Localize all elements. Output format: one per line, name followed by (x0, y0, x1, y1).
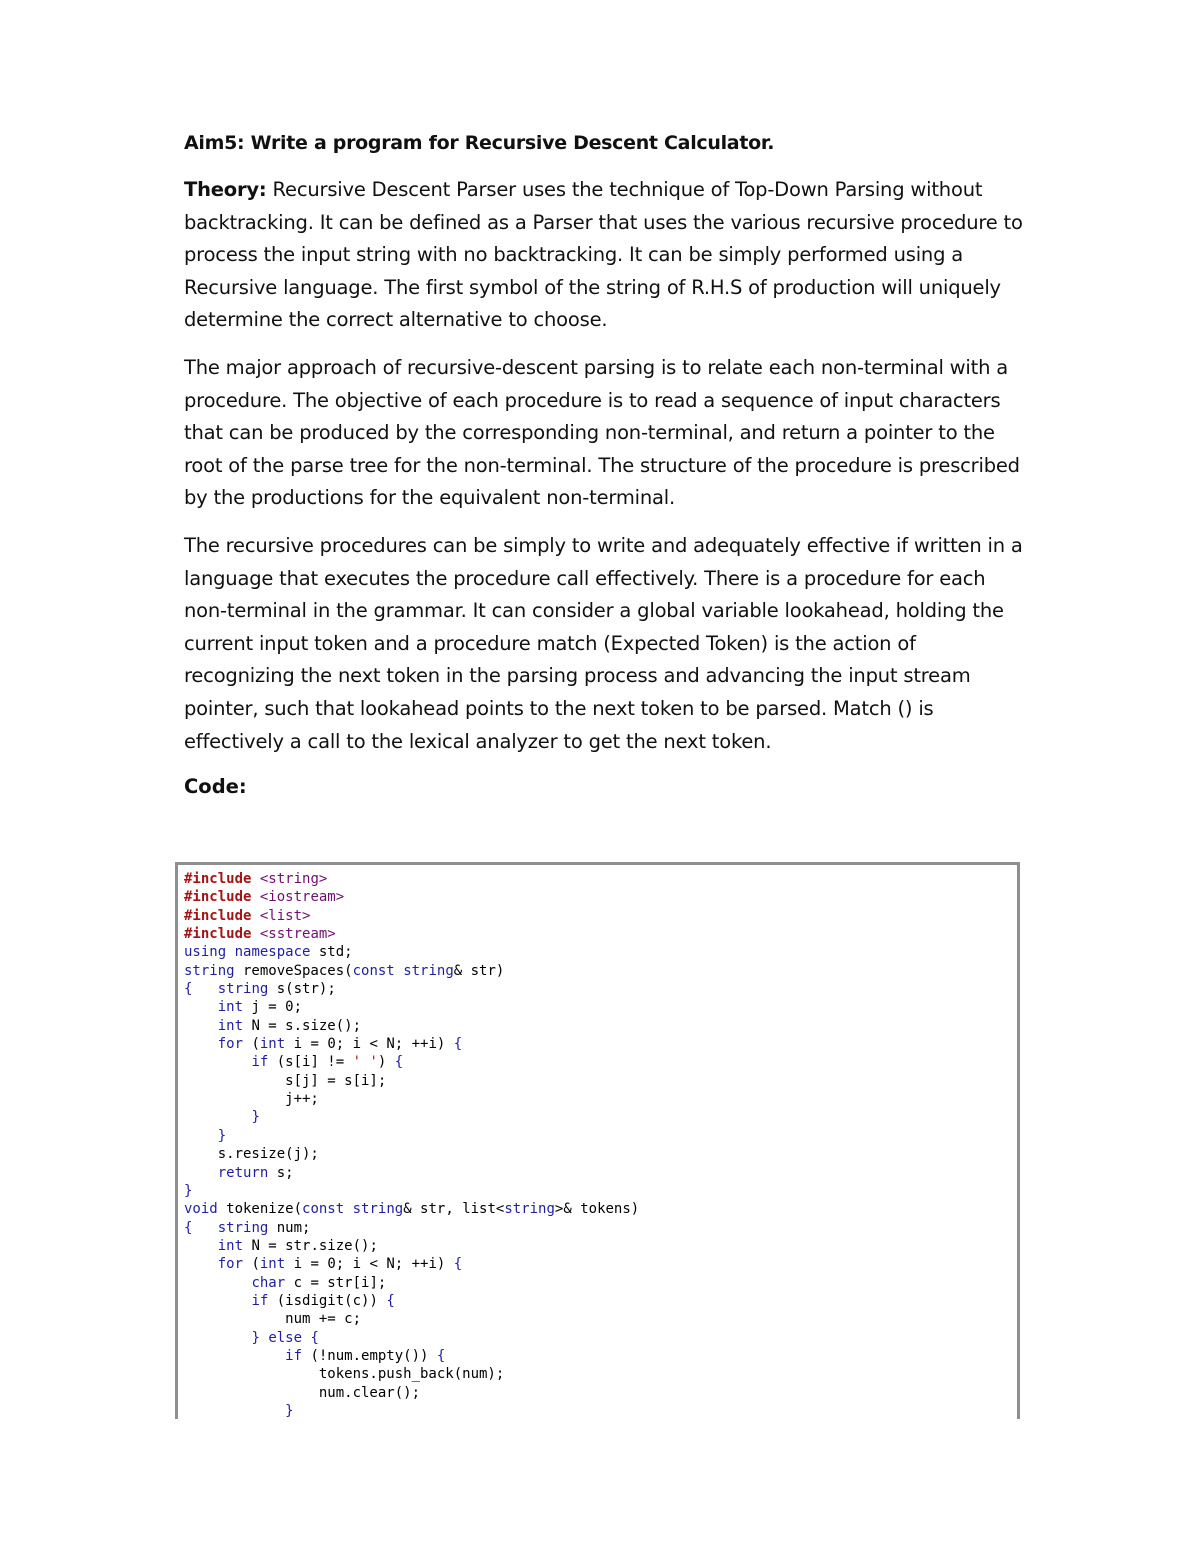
code-line: #include <string> (184, 871, 328, 887)
document-body (184, 132, 1029, 814)
code-line: } (217, 1127, 227, 1144)
code-line: } (184, 1182, 193, 1199)
code-line: string removeSpaces(const string& str) (184, 962, 505, 979)
code-line: num += c; (184, 1311, 362, 1328)
code-line: int j = 0; (217, 999, 303, 1016)
code-line: { string s(str); (184, 981, 336, 998)
code-block (175, 862, 1020, 1419)
theory-label: Theory: (184, 178, 267, 201)
code-line: return s; (217, 1164, 294, 1181)
code-line: #include <sstream> (184, 926, 336, 943)
code-line: for (int i = 0; i < N; ++i) { (217, 1256, 463, 1273)
approach-paragraph: The major approach of recursive-descent parsing is to relate each non-terminal with a procedure. The objective of each procedure is to read a sequence of input characters that can be produced by the corresponding non-terminal, and return a pointer to the root of the parse tree for the non-terminal. The structure of the procedure is prescribed by the productions for the equivalent non-terminal. (184, 355, 1020, 510)
code-line: s[j] = s[i]; (184, 1072, 387, 1089)
code-line: if (s[i] != ' ') { (251, 1054, 404, 1071)
code-line: char c = str[i]; (251, 1274, 387, 1291)
code-line: } else { (251, 1329, 319, 1346)
code-line: for (int i = 0; i < N; ++i) { (217, 1036, 463, 1053)
code-line: using namespace std; (184, 944, 353, 961)
theory-paragraph (184, 174, 1029, 337)
code-line: if (isdigit(c)) { (251, 1292, 395, 1309)
code-line: #include <list> (184, 907, 311, 924)
code-line: { string num; (184, 1219, 311, 1236)
code-line: } (251, 1109, 260, 1126)
aim-heading: Aim5: Write a program for Recursive Descent Calculator. (184, 132, 775, 154)
code-line: int N = str.size(); (217, 1237, 378, 1254)
code-line: #include <iostream> (184, 889, 345, 906)
code-line: } (285, 1402, 294, 1419)
code-line: if (!num.empty()) { (285, 1347, 446, 1364)
code-line: tokens.push_back(num); (184, 1366, 505, 1383)
procedures-paragraph: The recursive procedures can be simply to write and adequately effective if written in a language that executes the procedure call effectively. There is a procedure for each non-terminal in the grammar. It can consider a global variable lookahead, holding the current input token and a procedure match (Expected Token) is the action of recognizing the next token in the parsing process and advancing the input stream pointer, such that lookahead points to the next token to be parsed. Match () is effectively a call to the lexical analyzer to get the next token. (184, 533, 1023, 753)
code-line: int N = s.size(); (217, 1017, 362, 1034)
code-listing (178, 865, 1017, 1419)
code-line: j++; (184, 1091, 319, 1108)
code-line: s.resize(j); (184, 1146, 319, 1163)
code-line: num.clear(); (184, 1384, 421, 1401)
code-line: void tokenize(const string& str, list<string>& tokens) (184, 1201, 640, 1218)
code-heading: Code: (184, 775, 247, 799)
theory-text: Recursive Descent Parser uses the technique of Top-Down Parsing without backtracking. It can be defined as a Parser that uses the various recursive procedure to process the input string with no backtracking. It can be simply performed using a Recursive language. The first symbol of the string of R.H.S of production will uniquely determine the correct alternative to choose. (184, 178, 1023, 332)
